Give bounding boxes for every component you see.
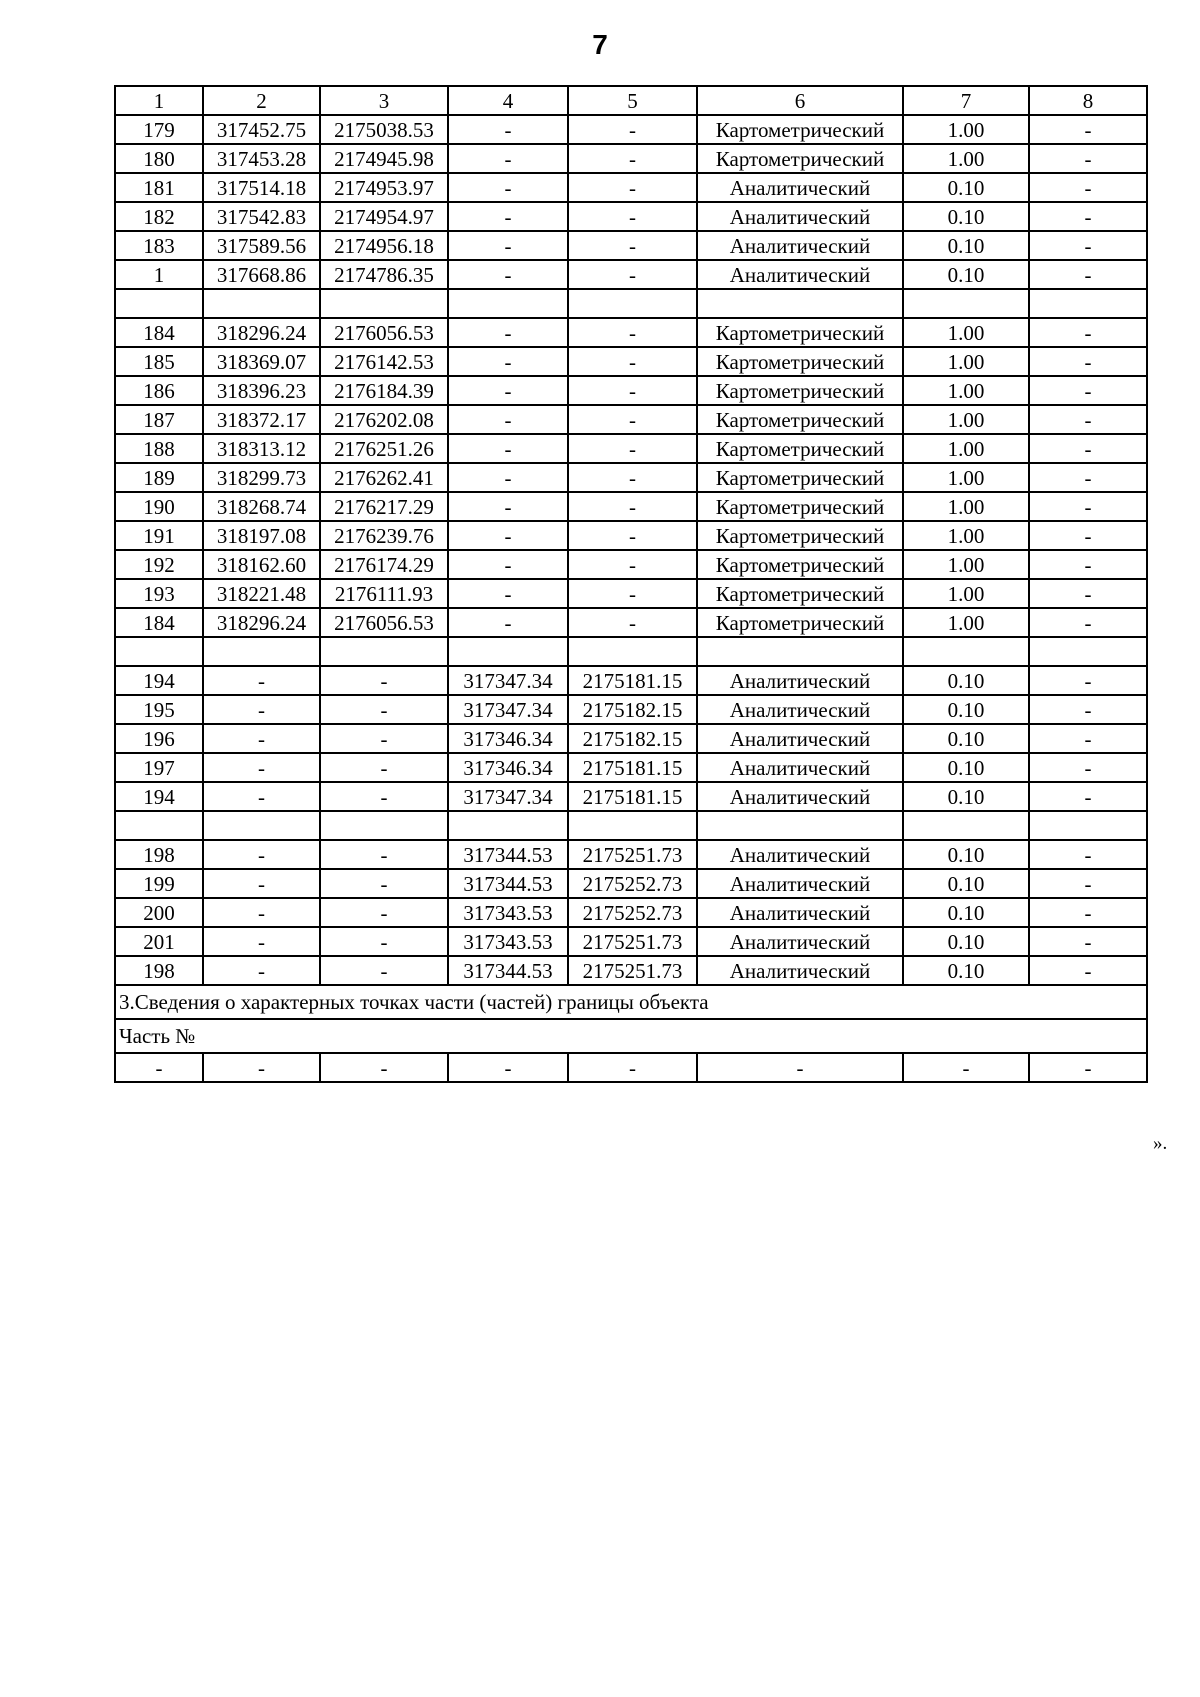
table-cell: 195: [115, 695, 203, 724]
table-cell: -: [1029, 202, 1147, 231]
table-cell: 194: [115, 782, 203, 811]
table-cell: -: [448, 405, 568, 434]
table-cell: 1.00: [903, 115, 1029, 144]
table-row: [115, 550, 1147, 579]
table-cell: -: [568, 463, 697, 492]
table-row: [115, 956, 1147, 985]
table-cell: -: [1029, 260, 1147, 289]
table-cell: -: [568, 405, 697, 434]
table-cell: -: [568, 144, 697, 173]
table-cell: -: [903, 1053, 1029, 1082]
closing-quote-mark: ».: [1153, 1133, 1168, 1154]
table-cell: 2176251.26: [320, 434, 448, 463]
table-cell: -: [1029, 173, 1147, 202]
table-cell: Картометрический: [697, 318, 903, 347]
table-cell: 317344.53: [448, 840, 568, 869]
table-cell: 317344.53: [448, 869, 568, 898]
table-cell: 198: [115, 956, 203, 985]
table-cell: 2175038.53: [320, 115, 448, 144]
table-cell: Картометрический: [697, 521, 903, 550]
table-cell: -: [1029, 405, 1147, 434]
table-cell: -: [568, 115, 697, 144]
table-cell: 0.10: [903, 202, 1029, 231]
table-row: [115, 463, 1147, 492]
table-cell: 2174945.98: [320, 144, 448, 173]
table-row: [115, 144, 1147, 173]
page-number: 7: [592, 29, 608, 60]
table-cell: 189: [115, 463, 203, 492]
table-cell: -: [115, 1053, 203, 1082]
header-cell: 5: [568, 86, 697, 115]
table-cell: [697, 811, 903, 840]
header-cell: 7: [903, 86, 1029, 115]
table-cell: -: [448, 1053, 568, 1082]
table-cell: 0.10: [903, 869, 1029, 898]
table-cell: -: [320, 724, 448, 753]
separator-row: [115, 637, 1147, 666]
table-cell: 181: [115, 173, 203, 202]
table-cell: -: [568, 434, 697, 463]
table-cell: -: [1029, 463, 1147, 492]
table-cell: 317347.34: [448, 782, 568, 811]
table-cell: -: [568, 318, 697, 347]
table-cell: -: [203, 782, 320, 811]
header-cell: 6: [697, 86, 903, 115]
table-cell: 2175181.15: [568, 782, 697, 811]
table-cell: Аналитический: [697, 695, 903, 724]
table-cell: 196: [115, 724, 203, 753]
table-cell: [568, 637, 697, 666]
table-cell: Аналитический: [697, 869, 903, 898]
header-cell: 2: [203, 86, 320, 115]
table-cell: -: [1029, 956, 1147, 985]
table-row: [115, 405, 1147, 434]
table-cell: [1029, 289, 1147, 318]
table-cell: 2175182.15: [568, 724, 697, 753]
table-row: [115, 840, 1147, 869]
table-row: [115, 376, 1147, 405]
table-cell: 0.10: [903, 927, 1029, 956]
table-cell: 318313.12: [203, 434, 320, 463]
table-cell: -: [320, 782, 448, 811]
table-cell: 1.00: [903, 550, 1029, 579]
table-cell: -: [448, 202, 568, 231]
table-cell: -: [568, 231, 697, 260]
header-row: [115, 86, 1147, 115]
table-cell: 0.10: [903, 695, 1029, 724]
table-cell: 1.00: [903, 318, 1029, 347]
table-cell: 0.10: [903, 231, 1029, 260]
table-cell: 2176142.53: [320, 347, 448, 376]
table-cell: 317343.53: [448, 898, 568, 927]
table-cell: 317346.34: [448, 753, 568, 782]
table-row: [115, 608, 1147, 637]
table-cell: [903, 289, 1029, 318]
table-cell: 2176174.29: [320, 550, 448, 579]
table-cell: [568, 811, 697, 840]
table-cell: -: [1029, 724, 1147, 753]
table-cell: -: [1029, 521, 1147, 550]
table-row: [115, 753, 1147, 782]
table-cell: 0.10: [903, 753, 1029, 782]
table-cell: [697, 637, 903, 666]
table-cell: -: [1029, 492, 1147, 521]
header-cell: 1: [115, 86, 203, 115]
table-cell: 186: [115, 376, 203, 405]
table-cell: 1: [115, 260, 203, 289]
table-cell: -: [1029, 898, 1147, 927]
table-cell: 0.10: [903, 898, 1029, 927]
table-cell: 318396.23: [203, 376, 320, 405]
table-cell: 1.00: [903, 376, 1029, 405]
header-cell: 3: [320, 86, 448, 115]
table-cell: 317452.75: [203, 115, 320, 144]
table-cell: 2176239.76: [320, 521, 448, 550]
table-cell: 192: [115, 550, 203, 579]
table-cell: 1.00: [903, 521, 1029, 550]
table-cell: 200: [115, 898, 203, 927]
table-cell: -: [1029, 376, 1147, 405]
table-row: [115, 115, 1147, 144]
table-row: [115, 579, 1147, 608]
table-cell: 317347.34: [448, 695, 568, 724]
table-cell: -: [1029, 753, 1147, 782]
table-cell: [203, 289, 320, 318]
table-cell: [320, 811, 448, 840]
table-cell: -: [320, 869, 448, 898]
table-cell: 193: [115, 579, 203, 608]
part-data-row: [115, 1053, 1147, 1082]
table-cell: [448, 289, 568, 318]
table-cell: 2176111.93: [320, 579, 448, 608]
table-cell: -: [448, 492, 568, 521]
table-cell: Аналитический: [697, 840, 903, 869]
table-cell: 2174786.35: [320, 260, 448, 289]
table-cell: 317514.18: [203, 173, 320, 202]
table-cell: 2176056.53: [320, 318, 448, 347]
table-cell: -: [1029, 231, 1147, 260]
table-cell: [448, 811, 568, 840]
table-cell: Картометрический: [697, 376, 903, 405]
table-cell: -: [448, 173, 568, 202]
table-cell: -: [203, 840, 320, 869]
header-cell: 4: [448, 86, 568, 115]
part-label: Часть №: [115, 1019, 1147, 1053]
table-cell: 1.00: [903, 608, 1029, 637]
table-cell: Картометрический: [697, 608, 903, 637]
table-cell: 180: [115, 144, 203, 173]
table-cell: 198: [115, 840, 203, 869]
table-cell: -: [1029, 434, 1147, 463]
table-cell: 2175251.73: [568, 956, 697, 985]
table-cell: Аналитический: [697, 666, 903, 695]
table-cell: Аналитический: [697, 724, 903, 753]
section-title: 3.Сведения о характерных точках части (частей) границы объекта: [115, 985, 1147, 1019]
table-cell: -: [568, 202, 697, 231]
table-cell: 2175252.73: [568, 898, 697, 927]
table-cell: Аналитический: [697, 782, 903, 811]
table-cell: Картометрический: [697, 144, 903, 173]
table-cell: Картометрический: [697, 492, 903, 521]
table-cell: 0.10: [903, 724, 1029, 753]
table-row: [115, 492, 1147, 521]
table-row: [115, 434, 1147, 463]
table-cell: -: [448, 376, 568, 405]
table-row: [115, 666, 1147, 695]
table-cell: 2176262.41: [320, 463, 448, 492]
table-cell: -: [203, 869, 320, 898]
table-cell: -: [1029, 115, 1147, 144]
table-cell: -: [448, 579, 568, 608]
table-cell: -: [320, 695, 448, 724]
table-cell: 317589.56: [203, 231, 320, 260]
table-body: [115, 86, 1147, 1082]
table-cell: 2176202.08: [320, 405, 448, 434]
table-cell: Картометрический: [697, 347, 903, 376]
table-row: [115, 231, 1147, 260]
table-row: [115, 521, 1147, 550]
table-cell: -: [1029, 144, 1147, 173]
table-cell: -: [568, 1053, 697, 1082]
table-row: [115, 724, 1147, 753]
table-cell: Аналитический: [697, 753, 903, 782]
table-cell: -: [448, 434, 568, 463]
table-cell: 183: [115, 231, 203, 260]
table-row: [115, 347, 1147, 376]
table-cell: 2175252.73: [568, 869, 697, 898]
separator-row: [115, 811, 1147, 840]
table-cell: -: [568, 173, 697, 202]
table-cell: [1029, 637, 1147, 666]
table-cell: -: [448, 521, 568, 550]
table-row: [115, 782, 1147, 811]
table-row: [115, 869, 1147, 898]
table-row: [115, 927, 1147, 956]
table-cell: 317542.83: [203, 202, 320, 231]
table-cell: 318372.17: [203, 405, 320, 434]
table-cell: -: [448, 115, 568, 144]
table-cell: 201: [115, 927, 203, 956]
table-cell: 190: [115, 492, 203, 521]
table-cell: 184: [115, 318, 203, 347]
table-cell: -: [203, 753, 320, 782]
table-cell: 2176217.29: [320, 492, 448, 521]
table-cell: -: [1029, 840, 1147, 869]
table-cell: 185: [115, 347, 203, 376]
table-cell: 318221.48: [203, 579, 320, 608]
boundary-points-table: [114, 85, 1148, 1083]
table-cell: -: [320, 753, 448, 782]
table-row: [115, 695, 1147, 724]
table-cell: -: [320, 898, 448, 927]
table-cell: 317346.34: [448, 724, 568, 753]
table-cell: -: [203, 927, 320, 956]
table-cell: 2174953.97: [320, 173, 448, 202]
table-cell: 0.10: [903, 840, 1029, 869]
table-cell: -: [448, 260, 568, 289]
table-cell: -: [320, 927, 448, 956]
table-cell: 1.00: [903, 492, 1029, 521]
table-cell: -: [320, 666, 448, 695]
table-cell: 317453.28: [203, 144, 320, 173]
table-cell: [115, 811, 203, 840]
table-cell: 191: [115, 521, 203, 550]
table-cell: 318296.24: [203, 318, 320, 347]
table-cell: -: [203, 695, 320, 724]
section-title-row: [115, 985, 1147, 1019]
table-cell: 317347.34: [448, 666, 568, 695]
table-cell: 0.10: [903, 260, 1029, 289]
table-cell: 0.10: [903, 173, 1029, 202]
table-cell: -: [448, 144, 568, 173]
table-cell: [320, 637, 448, 666]
table-cell: 2175181.15: [568, 753, 697, 782]
table-cell: -: [568, 347, 697, 376]
table-cell: 182: [115, 202, 203, 231]
table-cell: 1.00: [903, 579, 1029, 608]
table-cell: 2174956.18: [320, 231, 448, 260]
table-cell: 197: [115, 753, 203, 782]
table-cell: [320, 289, 448, 318]
table-cell: -: [1029, 695, 1147, 724]
table-cell: -: [1029, 782, 1147, 811]
table-cell: [903, 637, 1029, 666]
table-cell: -: [448, 550, 568, 579]
table-cell: Аналитический: [697, 202, 903, 231]
table-cell: 1.00: [903, 434, 1029, 463]
table-cell: Аналитический: [697, 231, 903, 260]
table-cell: [568, 289, 697, 318]
table-cell: -: [203, 666, 320, 695]
table-cell: -: [448, 318, 568, 347]
table-cell: -: [568, 260, 697, 289]
table-cell: Аналитический: [697, 898, 903, 927]
table-cell: 199: [115, 869, 203, 898]
table-cell: [115, 637, 203, 666]
table-cell: Картометрический: [697, 550, 903, 579]
table-cell: -: [1029, 608, 1147, 637]
table-cell: -: [320, 1053, 448, 1082]
table-cell: -: [203, 956, 320, 985]
table-cell: 1.00: [903, 347, 1029, 376]
table-cell: 0.10: [903, 782, 1029, 811]
table-cell: -: [568, 492, 697, 521]
table-cell: [203, 811, 320, 840]
table-cell: Картометрический: [697, 463, 903, 492]
table-cell: 318162.60: [203, 550, 320, 579]
table-cell: Картометрический: [697, 405, 903, 434]
table-cell: -: [1029, 550, 1147, 579]
table-cell: -: [203, 898, 320, 927]
header-cell: 8: [1029, 86, 1147, 115]
table-cell: -: [1029, 318, 1147, 347]
table-cell: -: [1029, 869, 1147, 898]
table-cell: 318268.74: [203, 492, 320, 521]
table-cell: 2176184.39: [320, 376, 448, 405]
part-label-row: [115, 1019, 1147, 1053]
table-cell: 184: [115, 608, 203, 637]
table-cell: Аналитический: [697, 260, 903, 289]
table-cell: 2175182.15: [568, 695, 697, 724]
table-cell: 0.10: [903, 666, 1029, 695]
table-cell: 194: [115, 666, 203, 695]
table-cell: Аналитический: [697, 927, 903, 956]
table-cell: -: [1029, 579, 1147, 608]
table-cell: 317343.53: [448, 927, 568, 956]
table-row: [115, 202, 1147, 231]
table-cell: -: [448, 463, 568, 492]
table-cell: Картометрический: [697, 579, 903, 608]
table-cell: 318299.73: [203, 463, 320, 492]
table-cell: -: [203, 724, 320, 753]
table-cell: -: [568, 579, 697, 608]
table-cell: [448, 637, 568, 666]
table-cell: [115, 289, 203, 318]
table-cell: [903, 811, 1029, 840]
table-cell: 2175251.73: [568, 840, 697, 869]
table-row: [115, 260, 1147, 289]
table-cell: 179: [115, 115, 203, 144]
table-cell: -: [203, 1053, 320, 1082]
table-row: [115, 898, 1147, 927]
table-cell: 318369.07: [203, 347, 320, 376]
table-cell: -: [448, 608, 568, 637]
table-cell: -: [1029, 347, 1147, 376]
table-cell: -: [448, 347, 568, 376]
table-cell: Картометрический: [697, 434, 903, 463]
table-cell: 2176056.53: [320, 608, 448, 637]
table-cell: 1.00: [903, 463, 1029, 492]
table-cell: Аналитический: [697, 173, 903, 202]
table-cell: 1.00: [903, 144, 1029, 173]
table-cell: -: [1029, 927, 1147, 956]
table-cell: -: [1029, 666, 1147, 695]
table-cell: -: [568, 608, 697, 637]
table-cell: Картометрический: [697, 115, 903, 144]
table-cell: -: [320, 956, 448, 985]
table-cell: 188: [115, 434, 203, 463]
table-cell: 1.00: [903, 405, 1029, 434]
table-cell: 317344.53: [448, 956, 568, 985]
table-cell: -: [568, 521, 697, 550]
table-cell: Аналитический: [697, 956, 903, 985]
table-cell: 318296.24: [203, 608, 320, 637]
table-cell: -: [697, 1053, 903, 1082]
table-cell: 2175181.15: [568, 666, 697, 695]
table-cell: 2174954.97: [320, 202, 448, 231]
table-cell: [203, 637, 320, 666]
separator-row: [115, 289, 1147, 318]
table-row: [115, 318, 1147, 347]
table-cell: [697, 289, 903, 318]
table-cell: 187: [115, 405, 203, 434]
table-cell: 0.10: [903, 956, 1029, 985]
table-cell: -: [448, 231, 568, 260]
table-cell: -: [320, 840, 448, 869]
table-row: [115, 173, 1147, 202]
table-cell: 317668.86: [203, 260, 320, 289]
table-cell: -: [568, 550, 697, 579]
table-cell: -: [1029, 1053, 1147, 1082]
table-cell: 2175251.73: [568, 927, 697, 956]
table-cell: -: [568, 376, 697, 405]
table-cell: 318197.08: [203, 521, 320, 550]
table-cell: [1029, 811, 1147, 840]
